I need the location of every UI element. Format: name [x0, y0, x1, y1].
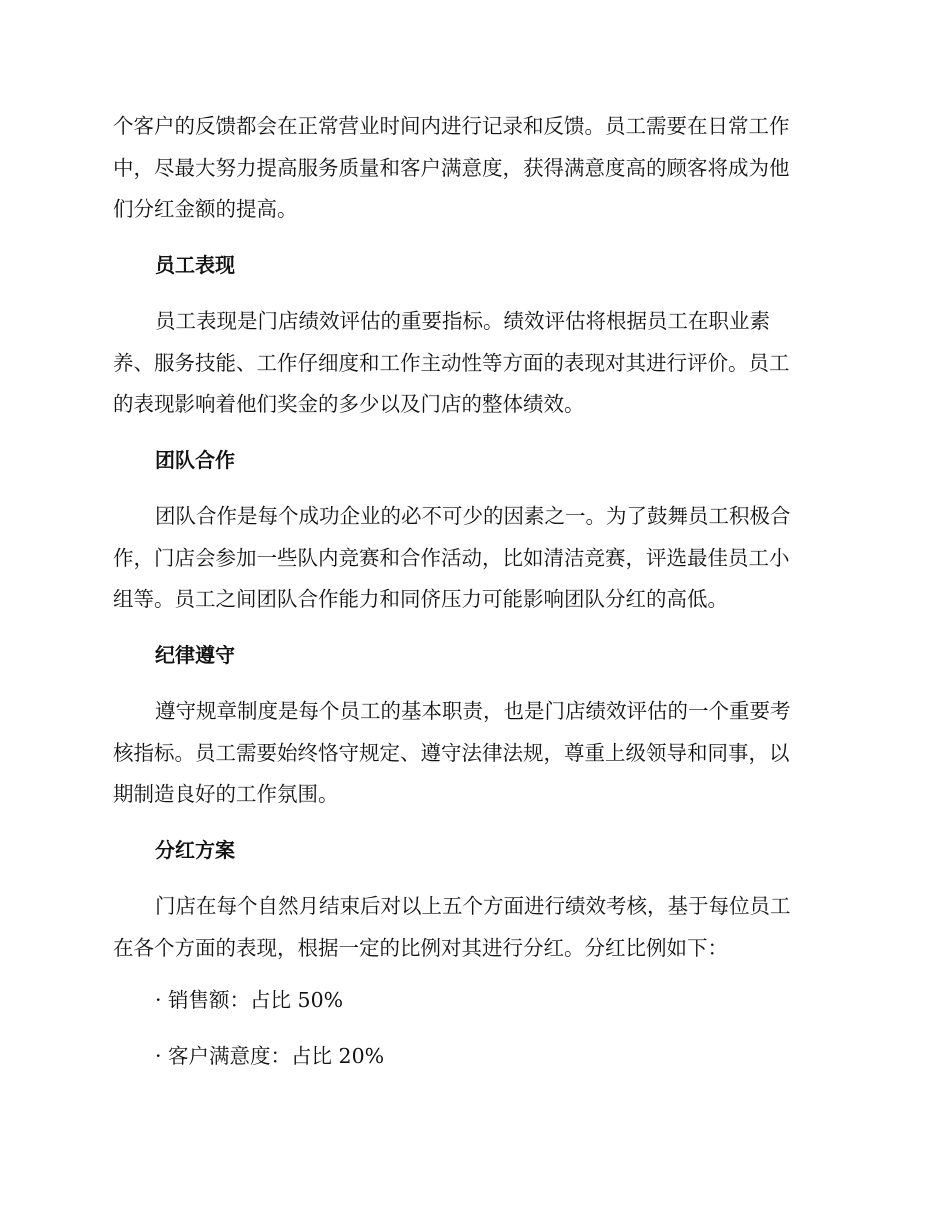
text-line: 在各个方面的表现，根据一定的比例对其进行分红。分红比例如下： — [113, 935, 728, 960]
paragraph-discipline — [113, 691, 833, 816]
text-line: 组等。员工之间团队合作能力和同侪压力可能影响团队分红的高低。 — [113, 587, 728, 611]
paragraph-employee-performance — [113, 301, 833, 426]
text-line: 中，尽最大努力提高服务质量和客户满意度，获得满意度高的顾客将成为他 — [113, 155, 790, 180]
text-line: 核指标。员工需要始终恪守规定、遵守法律法规，尊重上级领导和同事，以 — [113, 740, 790, 765]
paragraph-bonus-plan — [113, 886, 833, 969]
heading-teamwork: 团队合作 — [155, 448, 235, 472]
text-line: 的表现影响着他们奖金的多少以及门店的整体绩效。 — [113, 392, 585, 416]
text-line: 团队合作是每个成功企业的必不可少的因素之一。为了鼓舞员工积极合 — [155, 504, 791, 528]
heading-employee-performance: 员工表现 — [155, 253, 235, 277]
heading-discipline: 纪律遵守 — [155, 643, 235, 667]
paragraph-customer-feedback — [113, 106, 833, 231]
text-line: 个客户的反馈都会在正常营业时间内进行记录和反馈。员工需要在日常工作 — [113, 114, 790, 138]
text-line: 门店在每个自然月结束后对以上五个方面进行绩效考核，基于每位员工 — [155, 894, 791, 918]
text-line: 作，门店会参加一些队内竞赛和合作活动，比如清洁竞赛，评选最佳员工小 — [113, 545, 790, 570]
bullet-satisfaction-share: · 客户满意度：占比 20% — [155, 1044, 385, 1068]
bullet-sales-share: · 销售额：占比 50% — [155, 988, 344, 1012]
text-line: 员工表现是门店绩效评估的重要指标。绩效评估将根据员工在职业素 — [155, 309, 770, 333]
text-line: 遵守规章制度是每个员工的基本职责，也是门店绩效评估的一个重要考 — [155, 699, 791, 723]
paragraph-teamwork — [113, 496, 833, 621]
heading-bonus-plan: 分红方案 — [155, 838, 235, 862]
text-line: 们分红金额的提高。 — [113, 197, 298, 221]
text-line: 期制造良好的工作氛围。 — [113, 782, 339, 806]
text-line: 养、服务技能、工作仔细度和工作主动性等方面的表现对其进行评价。员工 — [113, 350, 790, 375]
